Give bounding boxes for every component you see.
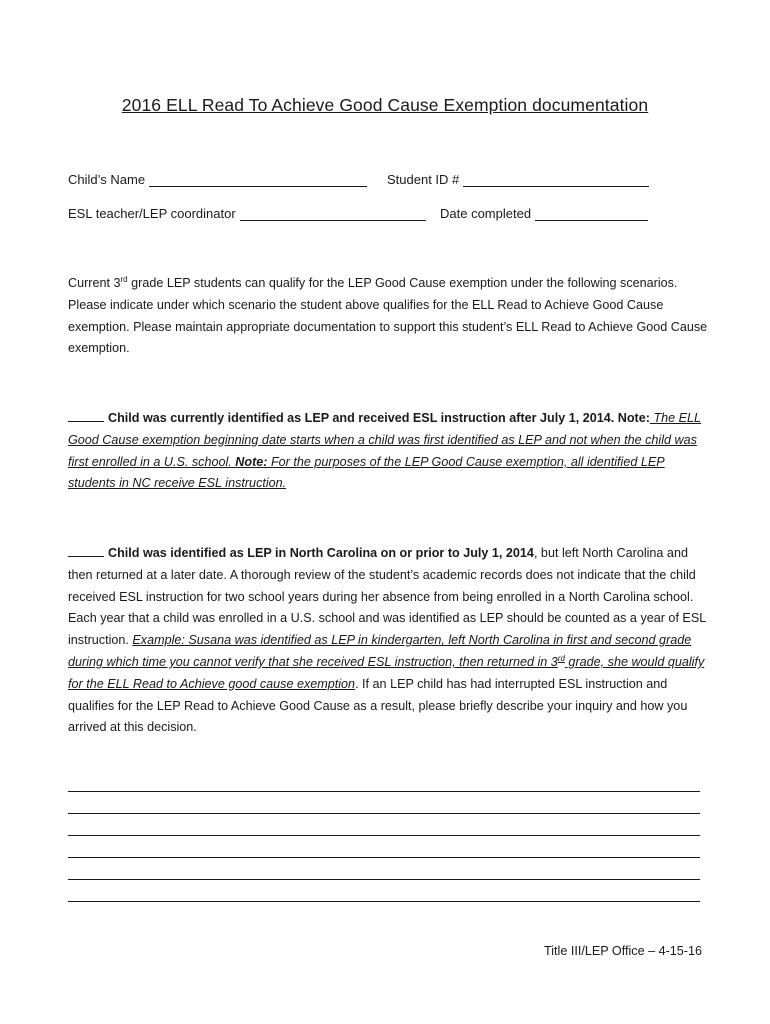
response-line-1[interactable]: [68, 791, 700, 792]
response-line-6[interactable]: [68, 901, 700, 902]
esl-teacher-label: ESL teacher/LEP coordinator: [68, 206, 236, 221]
childs-name-label: Child’s Name: [68, 172, 146, 187]
date-completed-field[interactable]: [535, 206, 648, 221]
esl-teacher-field[interactable]: [240, 206, 426, 221]
scenario-1-checkbox-line[interactable]: [68, 409, 104, 422]
scenario-2-checkbox-line[interactable]: [68, 544, 104, 557]
scenario-2-paragraph: Child was identified as LEP in North Carolina on or prior to July 1, 2014, but left North Carolina and then returned at a later date. A thorough review of the student’s academic records does not indicate that the child received ESL instruction for two school years during her absence from being enrolled in a North Carolina school. Each year that a child was enrolled in a U.S. school and was identified as LEP should be counted as a year of ESL instruction. Example: Susana was identified as LEP in kindergarten, left North Carolina in first and second grade during which time you cannot verify that she received ESL instruction, then returned in 3rd grade, she would qualify for the ELL Read to Achieve good cause exemption. If an LEP child has had interrupted ESL instruction and qualifies for the LEP Read to Achieve Good Cause as a result, please briefly describe your inquiry and how you arrived at this decision.: [68, 546, 706, 735]
footer-note: Title III/LEP Office – 4-15-16: [544, 944, 702, 958]
date-completed-row: [440, 206, 648, 221]
document-title: 2016 ELL Read To Achieve Good Cause Exemption documentation: [121, 95, 649, 115]
esl-teacher-row: [68, 206, 426, 221]
childs-name-row: [68, 172, 367, 187]
response-line-2[interactable]: [68, 813, 700, 814]
date-completed-label: Date completed: [440, 206, 532, 221]
childs-name-field[interactable]: [149, 172, 367, 187]
response-line-3[interactable]: [68, 835, 700, 836]
response-line-4[interactable]: [68, 857, 700, 858]
scenario-1-paragraph: Child was currently identified as LEP and received ESL instruction after July 1, 2014. Note: The ELL Good Cause exemption beginning date starts when a child was first identified as LEP and not when the child was first enrolled in a U.S. school. Note: For the purposes of the LEP Good Cause exemption, all identified LEP students in NC receive ESL instruction.: [68, 411, 702, 491]
intro-paragraph: Current 3rd grade LEP students can qualify for the LEP Good Cause exemption under the following scenarios. Please indicate under which scenario the student above qualifies for the ELL Read to Achieve Good Cause exemption. Please maintain appropriate documentation to support this student’s ELL Read to Achieve Good Cause exemption.: [68, 274, 708, 356]
response-line-5[interactable]: [68, 879, 700, 880]
student-id-row: [387, 172, 649, 187]
student-id-label: Student ID #: [387, 172, 460, 187]
student-id-field[interactable]: [463, 172, 649, 187]
